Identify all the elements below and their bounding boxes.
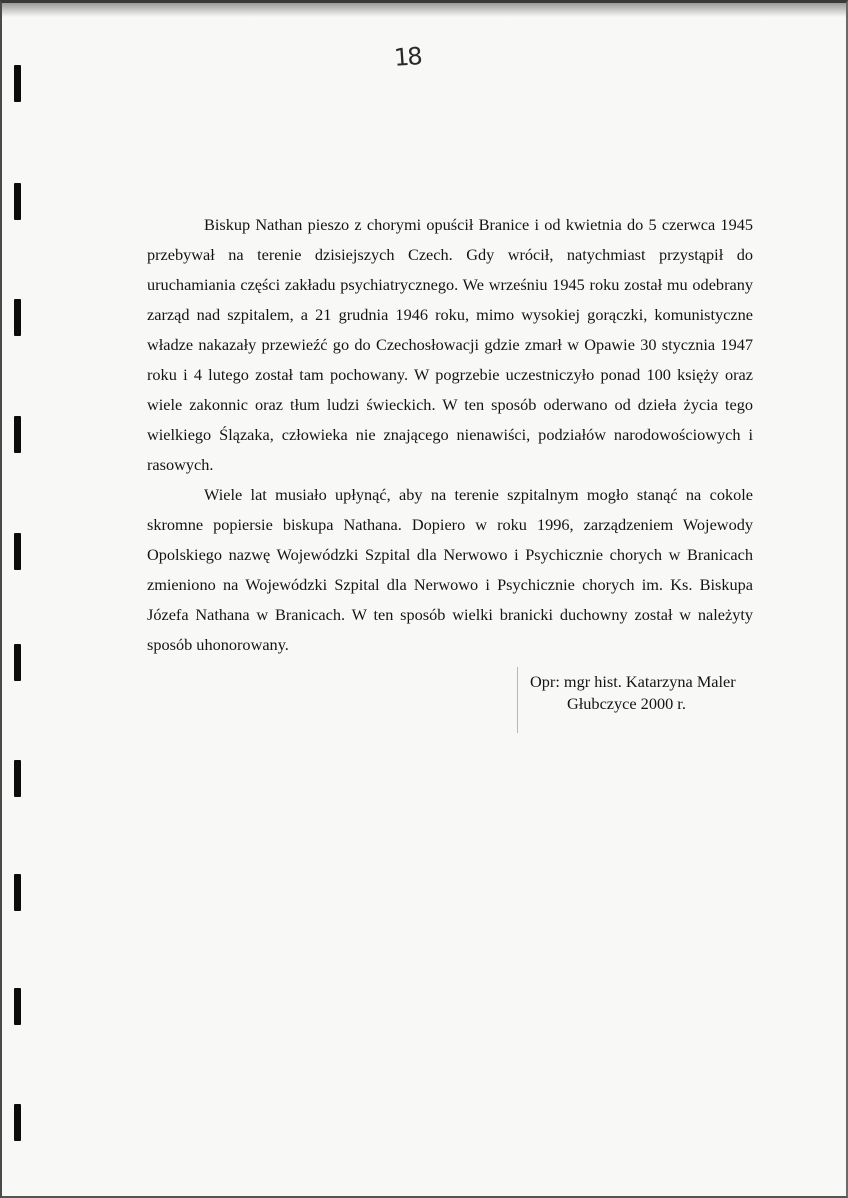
binder-mark	[14, 988, 21, 1025]
signature-block	[530, 671, 736, 715]
binder-mark	[14, 533, 21, 570]
binder-mark	[14, 416, 21, 453]
binder-mark	[14, 183, 21, 220]
margin-line	[517, 667, 518, 733]
binder-mark	[14, 644, 21, 681]
binder-mark	[14, 874, 21, 911]
binder-mark	[14, 65, 21, 102]
paragraph: Biskup Nathan pieszo z chorymi opuścił Branice i od kwietnia do 5 czerwca 1945 przebywał na terenie dzisiejszych Czech. Gdy wrócił, natychmiast przystąpił do uruchamiania części zakładu psychiatrycznego. We wrześniu 1945 roku został mu odebrany zarząd nad szpitalem, a 21 grudnia 1946 roku, mimo wysokiej gorączki, komunistyczne władze nakazały przewieźć go do Czechosłowacji gdzie zmarł w Opawie 30 stycznia 1947 roku i 4 lutego został tam pochowany. W pogrzebie uczestniczyło ponad 100 księży oraz wiele zakonnic oraz tłum ludzi świeckich. W ten sposób oderwano od dzieła życia tego wielkiego Ślązaka, człowieka nie znającego nienawiści, podziałów narodowościowych i rasowych.	[147, 215, 753, 474]
binder-mark	[14, 760, 21, 797]
paragraph: Wiele lat musiało upłynąć, aby na terenie szpitalnym mogło stanąć na cokole skromne popiersie biskupa Nathana. Dopiero w roku 1996, zarządzeniem Wojewody Opolskiego nazwę Wojewódzki Szpital dla Nerwowo i Psychicznie chorych w Branicach zmieniono na Wojewódzki Szpital dla Nerwowo i Psychicznie chorych im. Ks. Biskupa Józefa Nathana w Branicach. W ten sposób wielki branicki duchowny został w należyty sposób uhonorowany.	[147, 485, 753, 654]
binder-mark	[14, 1104, 21, 1141]
scan-shadow	[2, 3, 846, 17]
body-text	[147, 210, 753, 660]
signature-place-date: Głubczyce 2000 r.	[567, 694, 686, 713]
binder-mark	[14, 299, 21, 336]
page-number: 18	[393, 42, 422, 72]
signature-author: Opr: mgr hist. Katarzyna Maler	[530, 672, 736, 691]
